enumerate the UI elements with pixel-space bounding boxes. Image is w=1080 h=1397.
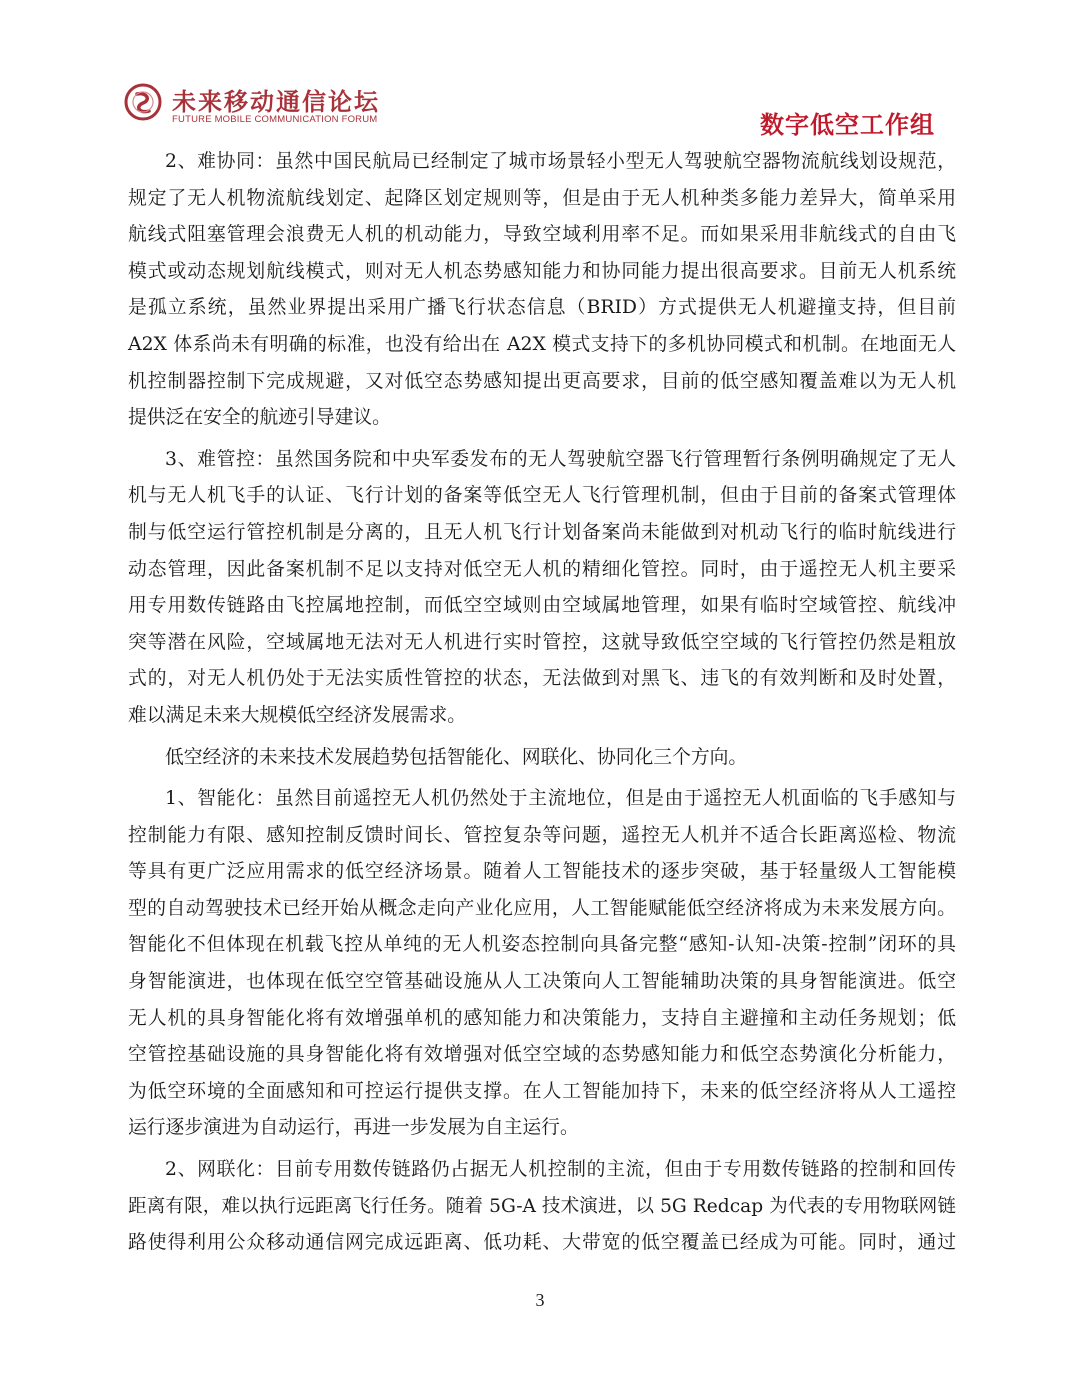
text-line: 机控制器控制下完成规避，又对低空态势感知提出更高要求，目前的低空感知覆盖难以为无人机 (128, 370, 956, 392)
page-number: 3 (535, 1290, 545, 1310)
text-line: 3、难管控：虽然国务院和中央军委发布的无人驾驶航空器飞行管理暂行条例明确规定了无人 (165, 448, 956, 470)
paragraph-trends-intro (128, 740, 956, 777)
text-line: 是孤立系统，虽然业界提出采用广播飞行状态信息（BRID）方式提供无人机避撞支持，但目前 (128, 297, 956, 319)
text-line: 机与无人机飞手的认证、飞行计划的备案等低空无人飞行管理机制，但由于目前的备案式管理体 (128, 485, 956, 507)
page-header (0, 0, 1080, 140)
text-line: 等具有更广泛应用需求的低空经济场景。随着人工智能技术的逐步突破，基于轻量级人工智能模 (128, 861, 956, 883)
text-line: 模式或动态规划航线模式，则对无人机态势感知能力和协同能力提出很高要求。目前无人机系统 (128, 260, 956, 282)
text-line: 突等潜在风险，空域属地无法对无人机进行实时管控，这就导致低空空域的飞行管控仍然是粗放 (128, 631, 956, 653)
logo-english-name: FUTURE MOBILE COMMUNICATION FORUM (172, 114, 378, 125)
text-line: 智能化不但体现在机载飞控从单纯的无人机姿态控制向具备完整“感知-认知-决策-控制”闭环的具 (128, 934, 956, 956)
text-line: 型的自动驾驶技术已经开始从概念走向产业化应用，人工智能赋能低空经济将成为未来发展方向。 (128, 897, 956, 919)
text-line: 控制能力有限、感知控制反馈时间长、管控复杂等问题，遥控无人机并不适合长距离巡检、物流 (128, 824, 956, 846)
text-line: 身智能演进，也体现在低空空管基础设施从人工决策向人工智能辅助决策的具身智能演进。低空 (128, 971, 956, 993)
text-line: 2、难协同：虽然中国民航局已经制定了城市场景轻小型无人驾驶航空器物流航线划设规范， (165, 151, 956, 172)
paragraph-intelligence (128, 781, 956, 1147)
text-line: 无人机的具身智能化将有效增强单机的感知能力和决策能力，支持自主避撞和主动任务规划；低 (128, 1007, 956, 1029)
paragraph-networking (128, 1152, 956, 1262)
text-line: 路使得利用公众移动通信网完成远距离、低功耗、大带宽的低空覆盖已经成为可能。同时，通过 (128, 1232, 956, 1254)
text-line: 航线式阻塞管理会浪费无人机的机动能力，导致空域利用率不足。而如果采用非航线式的自由飞 (128, 224, 956, 246)
text-line: 规定了无人机物流航线划定、起降区划定规则等，但是由于无人机种类多能力差异大，简单采用 (128, 187, 956, 209)
text-line: 用专用数传链路由飞控属地控制，而低空空域则由空域属地管理，如果有临时空域管控、航线冲 (128, 595, 956, 617)
document-body (128, 144, 956, 1262)
paragraph-coordination (128, 144, 956, 437)
text-line: 动态管理，因此备案机制不足以支持对低空无人机的精细化管控。同时，由于遥控无人机主要采 (128, 558, 956, 580)
text-line: 1、智能化：虽然目前遥控无人机仍然处于主流地位，但是由于遥控无人机面临的飞手感知与 (165, 788, 956, 810)
text-line: 难以满足未来大规模低空经济发展需求。 (128, 704, 467, 726)
text-line: 制与低空运行管控机制是分离的，且无人机飞行计划备案尚未能做到对机动飞行的临时航线进行 (128, 521, 956, 543)
text-line: 低空经济的未来技术发展趋势包括智能化、网联化、协同化三个方向。 (165, 746, 748, 768)
text-line: 提供泛在安全的航迹引导建议。 (128, 407, 391, 429)
text-line: 空管控基础设施的具身智能化将有效增强对低空空域的态势感知能力和低空态势演化分析能力， (128, 1044, 956, 1066)
working-group-title: 数字低空工作组 (760, 110, 935, 139)
text-line: 式的，对无人机仍处于无法实质性管控的状态，无法做到对黑飞、违飞的有效判断和及时处置， (128, 668, 956, 690)
text-line: 运行逐步演进为自动运行，再进一步发展为自主运行。 (128, 1117, 579, 1139)
text-line: 距离有限，难以执行远距离飞行任务。随着 5G-A 技术演进，以 5G Redcap 为代表的专用物联网链 (128, 1195, 956, 1217)
paragraph-control (128, 442, 956, 735)
text-line: A2X 体系尚未有明确的标准，也没有给出在 A2X 模式支持下的多机协同模式和机制。在地面无人 (128, 333, 956, 355)
logo-chinese-name: 未来移动通信论坛 (172, 88, 380, 116)
text-line: 2、网联化：目前专用数传链路仍占据无人机控制的主流，但由于专用数传链路的控制和回传 (165, 1159, 956, 1181)
forum-logo-icon (123, 82, 163, 122)
text-line: 为低空环境的全面感知和可控运行提供支撑。在人工智能加持下，未来的低空经济将从人工遥控 (128, 1080, 956, 1102)
